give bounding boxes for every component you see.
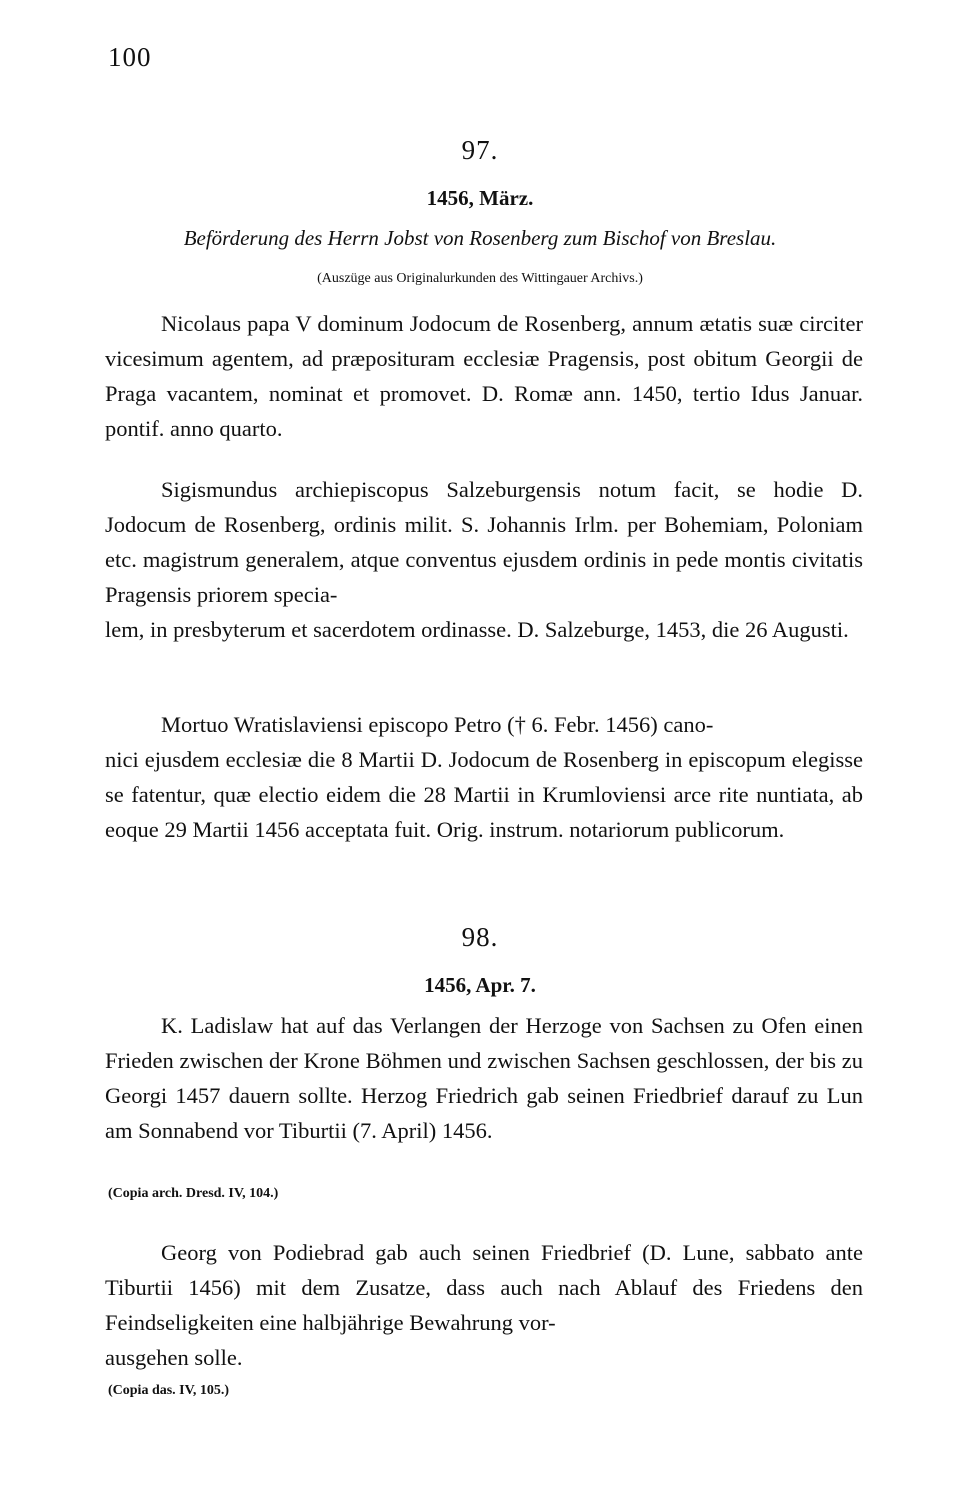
paragraph: Nicolaus papa V dominum Jodocum de Rosenberg, annum ætatis suæ circiter vicesimum agentem, ad præposituram ecclesiæ Pragensis, post obitum Georgii de Praga vacantem, nominat et promovet. D. Romæ ann. 1450, tertio Idus Januar. pontif. anno quarto. (105, 311, 863, 441)
paragraph: Sigismundus archiepiscopus Salzeburgensis notum facit, se hodie D. Jodocum de Rosenberg, ordinis milit. S. Johannis Irlm. per Bohemiam, Poloniam etc. magistrum generalem, atque conventus ejusdem ordinis in pede montis civitatis Pragensis priorem specia- lem, in presbyterum et sacerdotem ordinasse. D. Salzeburge, 1453, die 26 Augusti. (105, 477, 863, 642)
entry-date: 1456, Apr. 7. (424, 973, 536, 997)
source-note: (Copia das. IV, 105.) (108, 1383, 230, 1398)
entry-number: 97. (461, 135, 499, 165)
entry-subtitle: Beförderung des Herrn Jobst von Rosenberg zum Bischof von Breslau. (183, 226, 777, 250)
entry-date: 1456, März. (426, 186, 534, 210)
paragraph: Mortuo Wratislaviensi episcopo Petro († 6. Febr. 1456) cano- nici ejusdem ecclesiæ die 8 Martii D. Jodocum de Rosenberg in episcopum elegisse se fatentur, quæ electio eidem die 28 Martii in Krumloviensi arce rite nuntiata, ab eoque 29 Martii 1456 acceptata fuit. Orig. instrum. notariorum publicorum. (105, 712, 863, 842)
paragraph: K. Ladislaw hat auf das Verlangen der Herzoge von Sachsen zu Ofen einen Frieden zwischen der Krone Böhmen und zwischen Sachsen geschlossen, der bis zu Georgi 1457 dauern sollte. Herzog Friedrich gab seinen Friedbrief darauf zu Lun am Sonnabend vor Tiburtii (7. April) 1456. (105, 1013, 863, 1143)
entry-source: (Auszüge aus Originalurkunden des Wittingauer Archivs.) (317, 271, 643, 286)
entry-number: 98. (461, 922, 499, 952)
page-number: 100 (108, 42, 152, 72)
source-note: (Copia arch. Dresd. IV, 104.) (108, 1186, 279, 1201)
paragraph: Georg von Podiebrad gab auch seinen Friedbrief (D. Lune, sabbato ante Tiburtii 1456) mit dem Zusatze, dass auch nach Ablauf des Friedens den Feindseligkeiten eine halbjährige Bewahrung vor- ausgehen solle. (105, 1240, 863, 1370)
